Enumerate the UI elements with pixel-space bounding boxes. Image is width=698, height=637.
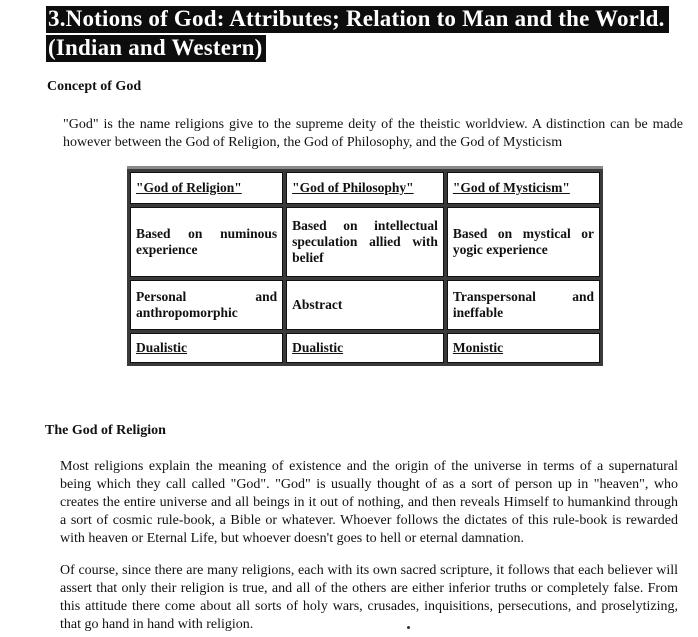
religion-heading: The God of Religion: [45, 423, 166, 438]
table-cell: Dualistic: [286, 333, 444, 363]
title-line-1: 3.Notions of God: Attributes; Relation to Man and the World.: [46, 6, 669, 33]
table-header-philosophy: "God of Philosophy": [286, 172, 444, 204]
table-cell: Based on intellectual speculation allied with belief: [286, 207, 444, 277]
table-cell: Based on mystical or yogic experience: [447, 207, 600, 277]
table-header-mysticism: "God of Mysticism": [447, 172, 600, 204]
table-cell: Transpersonal and ineffable: [447, 280, 600, 330]
table-row: [130, 333, 600, 363]
concept-table: [127, 166, 603, 366]
religion-paragraph-2: Of course, since there are many religions, each with its own sacred scripture, it follows that each believer will assert that only their religion is true, and all of the others are either inferior truths or completely false. From this attitude there come about all sorts of holy wars, crusades, inquisitions, persecutions, and proselytizing, that go hand in hand with religion.: [60, 563, 678, 632]
table-cell: Based on numinous experience: [130, 207, 283, 277]
religion-paragraph-1: Most religions explain the meaning of existence and the origin of the universe in terms of a supernatural being which they call called "God". "God" is usually thought of as a sort of person up in "heaven", who creates the entire universe and all beings in it out of nothing, and then reveals Himself to humankind through a sort of cosmic rule-book, a Bible or whatever. Whoever follows the dictates of this rule-book is rewarded with heaven or Eternal Life, but whoever doesn't goes to hell or eternal damnation.: [60, 459, 678, 546]
table-row: [130, 280, 600, 330]
page-title: [46, 6, 669, 62]
table-cell: Dualistic: [130, 333, 283, 363]
concept-intro: "God" is the name religions give to the supreme deity of the theistic worldview. A distinction can be made however between the God of Religion, the God of Philosophy, and the God of Mysticism: [63, 117, 683, 150]
scan-speck: [407, 626, 410, 629]
table-cell: Abstract: [286, 280, 444, 330]
table-row: [130, 207, 600, 277]
title-line-2: (Indian and Western): [46, 35, 266, 62]
concept-heading: Concept of God: [47, 79, 142, 94]
table-cell: Personal and anthropomorphic: [130, 280, 283, 330]
table-header-religion: "God of Religion": [130, 172, 283, 204]
table-cell: Monistic: [447, 333, 600, 363]
